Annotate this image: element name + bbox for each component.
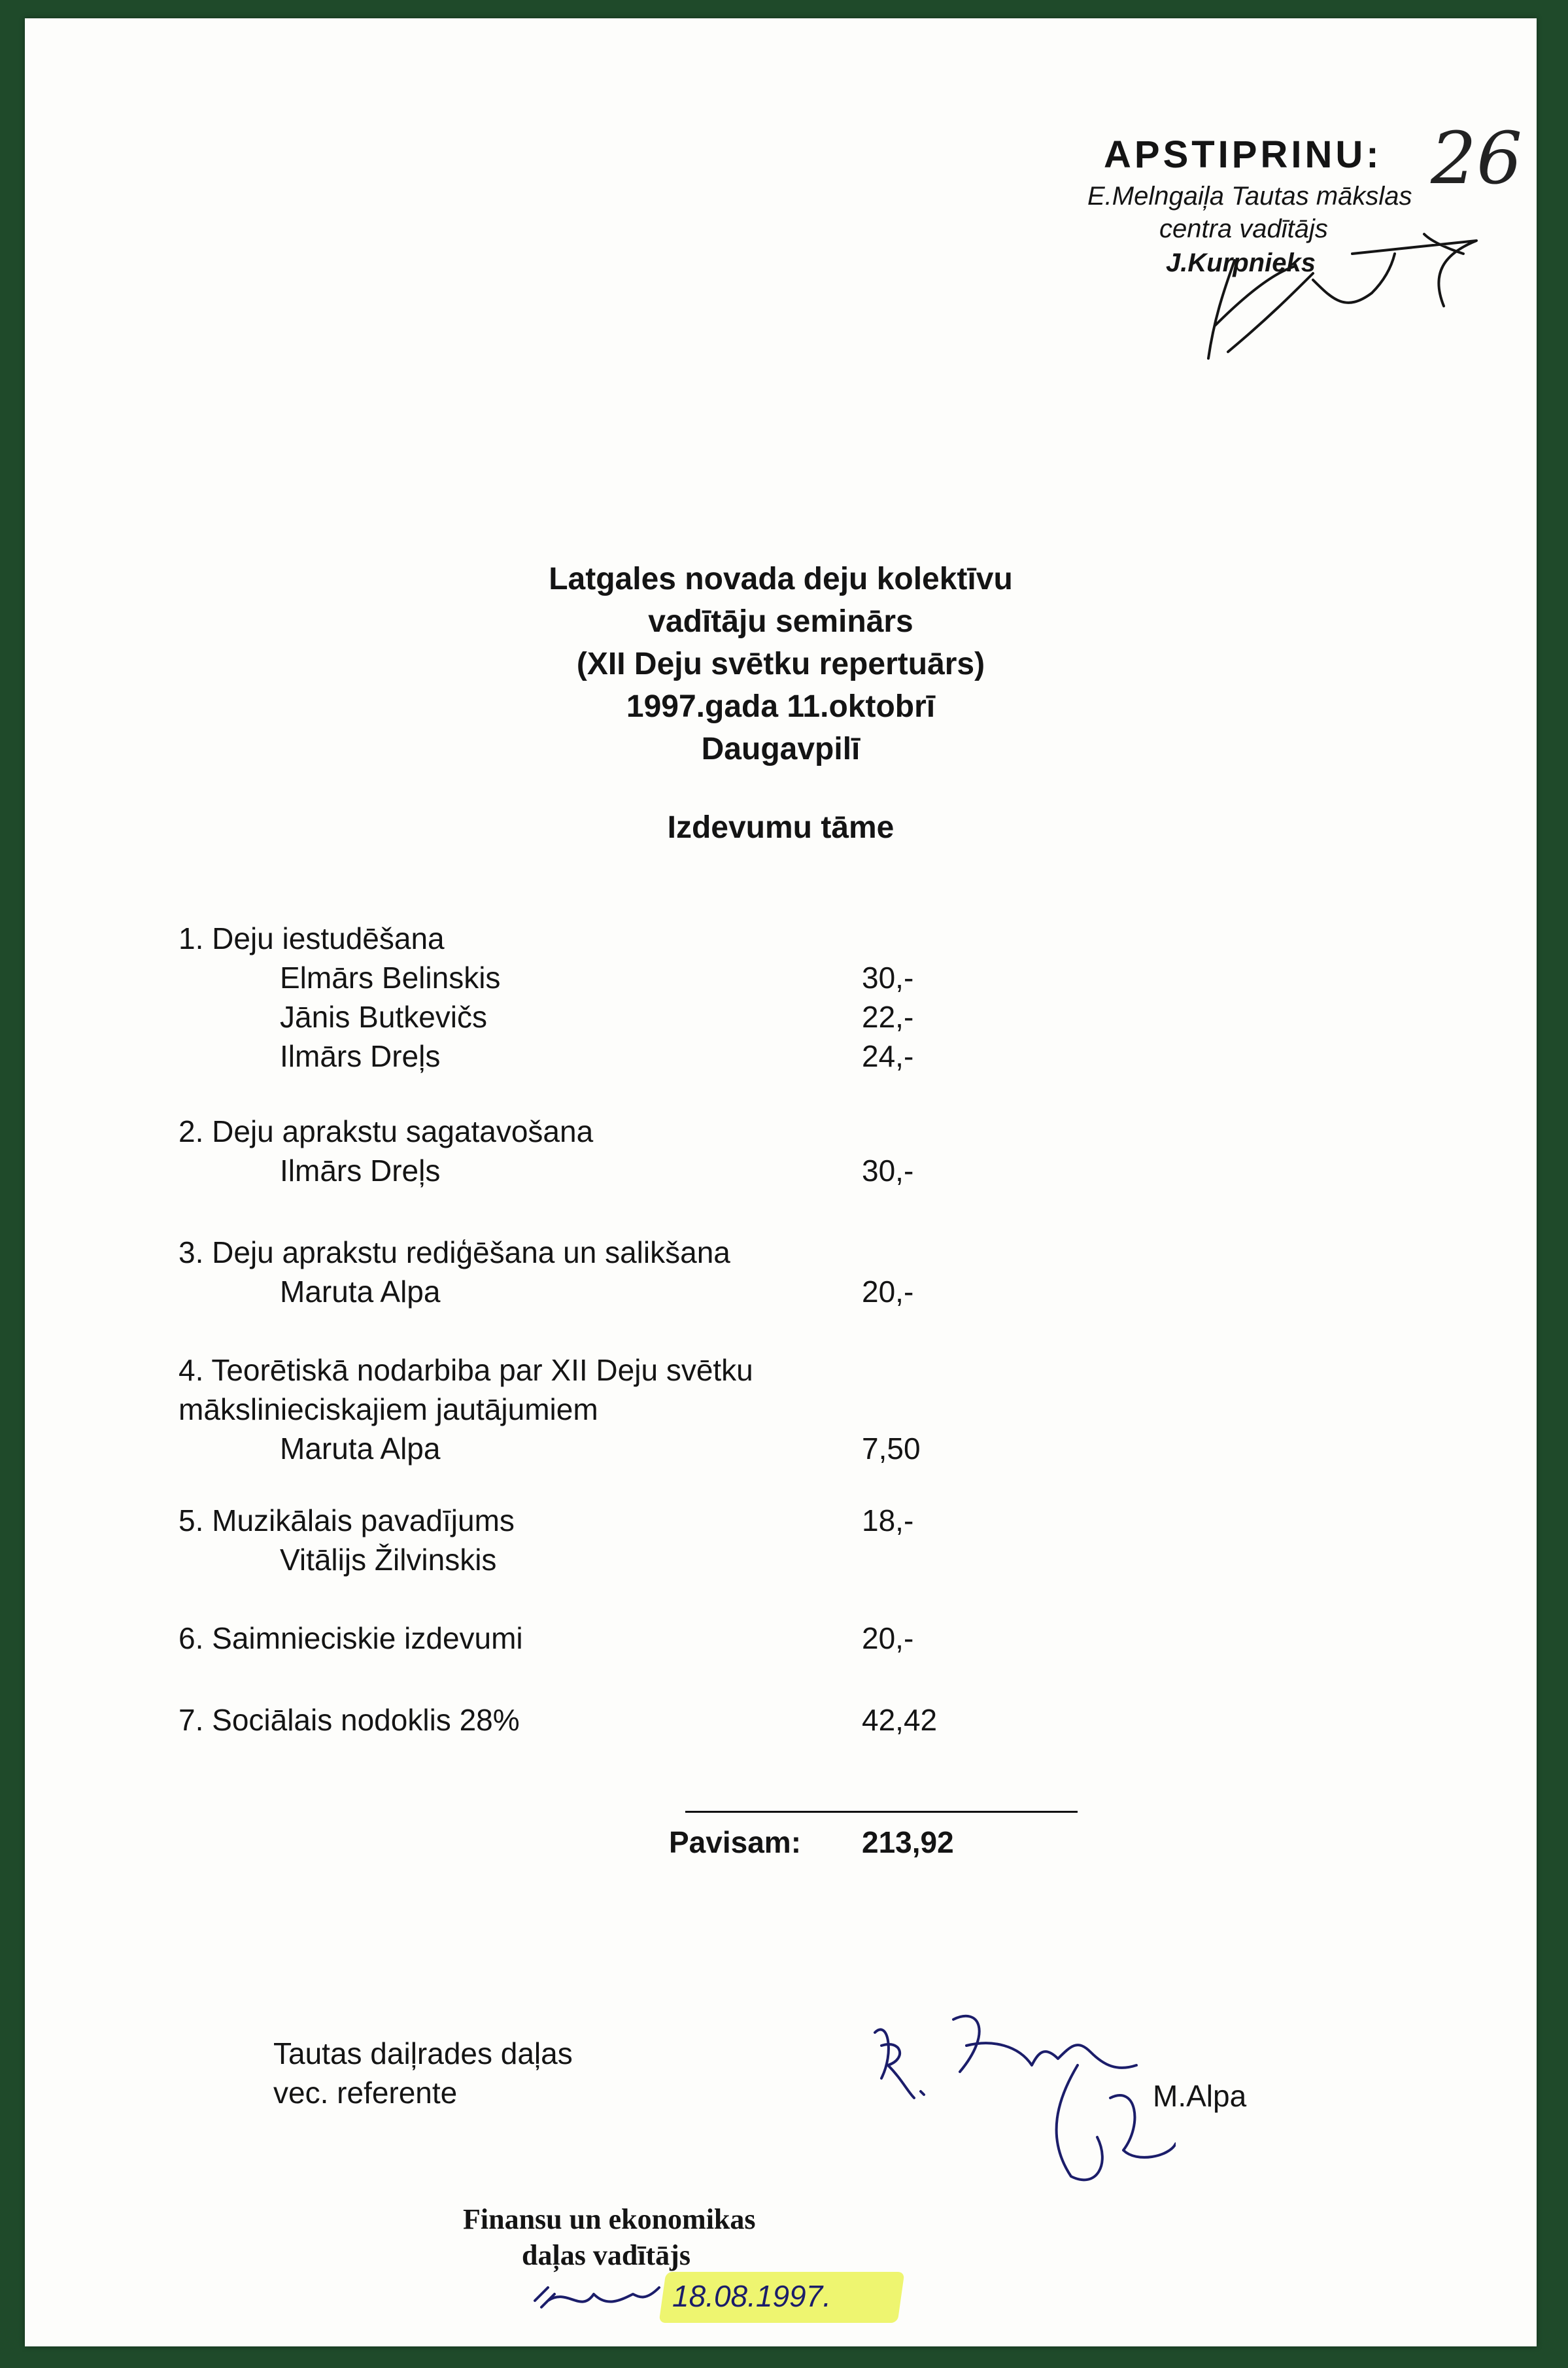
item-6-value: 20,-	[862, 1621, 914, 1655]
approval-line-1: E.Melngaiļa Tautas mākslas	[1087, 182, 1412, 211]
item-4-person: Maruta Alpa	[280, 1432, 441, 1466]
dept-line-2: vec. referente	[273, 2076, 458, 2110]
item-5-value: 18,-	[862, 1503, 914, 1537]
item-3-label: 3. Deju aprakstu rediģēšana un salikšana	[179, 1235, 730, 1269]
title-line-5: Daugavpilī	[701, 732, 861, 766]
item-3-value: 20,-	[862, 1275, 914, 1309]
item-1-value-1: 30,-	[862, 961, 914, 995]
item-3-person: Maruta Alpa	[280, 1275, 441, 1309]
approval-line-2: centra vadītājs	[1159, 214, 1328, 243]
item-5-person: Vitālijs Žilvinskis	[280, 1543, 497, 1577]
item-1-label: 1. Deju iestudēšana	[179, 921, 445, 955]
item-7-value: 42,42	[862, 1703, 938, 1737]
item-4-label-cont: mākslinieciskajiem jautājumiem	[179, 1392, 598, 1426]
item-2-person: Ilmārs Dreļs	[280, 1154, 441, 1188]
finance-line-2: daļas vadītājs	[522, 2239, 690, 2271]
item-2-label: 2. Deju aprakstu sagatavošana	[179, 1114, 594, 1148]
dept-line-1: Tautas daiļrades daļas	[273, 2036, 573, 2070]
item-4-value: 7,50	[862, 1432, 921, 1466]
finance-signature	[528, 2268, 672, 2327]
item-1-value-2: 22,-	[862, 1000, 914, 1034]
approval-signature	[1136, 214, 1503, 385]
title-line-1: Latgales novada deju kolektīvu	[549, 562, 1013, 596]
total-rule	[685, 1811, 1078, 1813]
title-line-3: (XII Deju svētku repertuārs)	[576, 647, 985, 681]
item-5-label: 5. Muzikālais pavadījums	[179, 1503, 515, 1537]
referente-signature	[862, 1993, 1176, 2209]
signer-name: M.Alpa	[1153, 2079, 1247, 2113]
item-1-person-3: Ilmārs Dreļs	[280, 1039, 441, 1073]
approval-line-3: J.Kurpnieks	[1166, 249, 1316, 277]
approval-heading: APSTIPRINU:	[1104, 133, 1382, 176]
document-subtitle: Izdevumu tāme	[667, 810, 895, 845]
item-1-person-1: Elmārs Belinskis	[280, 961, 501, 995]
title-line-4: 1997.gada 11.oktobrī	[626, 689, 936, 724]
item-7-label: 7. Sociālais nodoklis 28%	[179, 1703, 520, 1737]
date-handwritten: 18.08.1997.	[672, 2279, 832, 2313]
item-1-value-3: 24,-	[862, 1039, 914, 1073]
item-1-person-2: Jānis Butkevičs	[280, 1000, 488, 1034]
title-line-2: vadītāju seminārs	[648, 604, 913, 639]
document-page	[25, 18, 1537, 2346]
finance-line-1: Finansu un ekonomikas	[463, 2203, 756, 2235]
total-label: Pavisam:	[669, 1825, 802, 1859]
total-value: 213,92	[862, 1825, 954, 1859]
item-2-value: 30,-	[862, 1154, 914, 1188]
item-4-label: 4. Teorētiskā nodarbiba par XII Deju svētku	[179, 1353, 753, 1387]
page-number-handwritten: 26	[1431, 116, 1522, 200]
item-6-label: 6. Saimnieciskie izdevumi	[179, 1621, 523, 1655]
